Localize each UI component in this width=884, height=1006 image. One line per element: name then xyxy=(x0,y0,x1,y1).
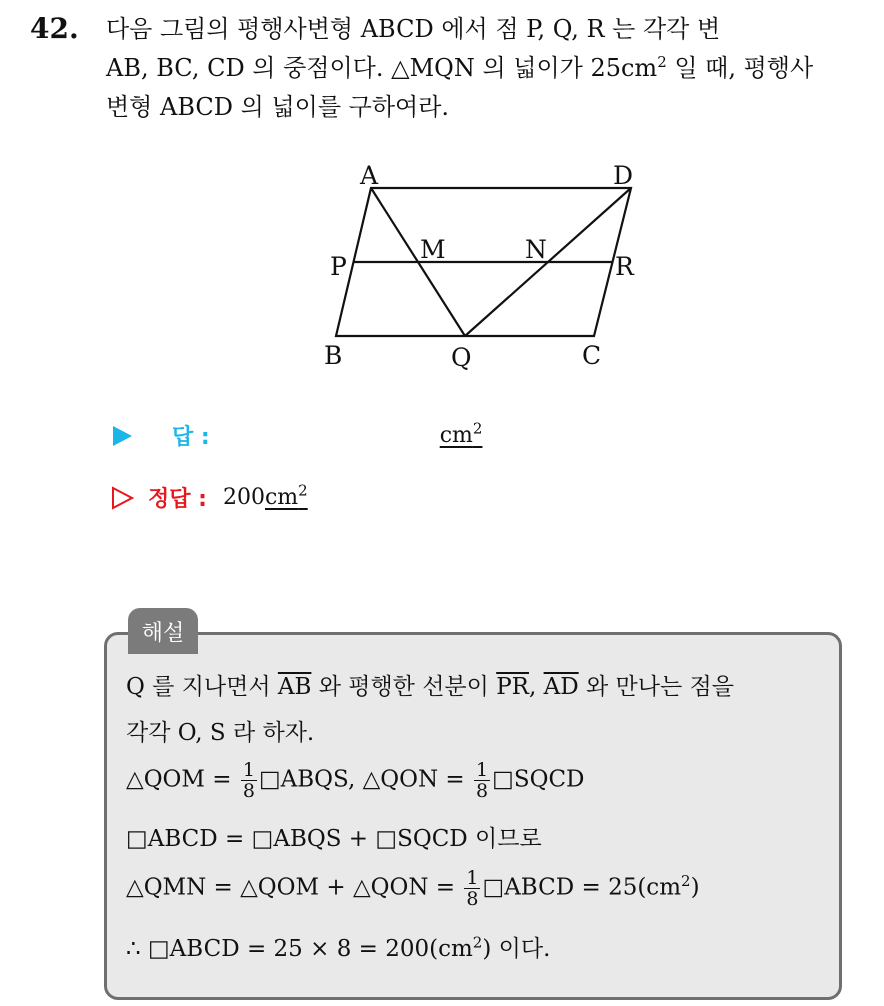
label-n: N xyxy=(525,235,547,264)
answer-row xyxy=(110,420,482,451)
problem-statement xyxy=(30,10,870,127)
label-a: A xyxy=(360,161,379,190)
play-triangle-icon xyxy=(110,424,134,448)
fraction-one-eighth: $\frac{1}{8}$ xyxy=(476,759,489,802)
solution-line-2: 각각 O, S 라 하자. xyxy=(126,720,315,746)
correct-unit: $cm^2$ xyxy=(264,481,308,510)
correct-answer-row xyxy=(110,482,308,513)
label-c: C xyxy=(582,341,602,370)
answer-label: 답 : xyxy=(172,425,210,450)
question-line-1: 다음 그림의 평행사변형 ABCD 에서 점 P, Q, R 는 각각 변 xyxy=(106,15,721,43)
solution-line-3: △QOM = $\frac{1}{8}$ □ABQS, △QON = $\frac{1}{8}$ □SQCD xyxy=(126,759,585,802)
question-line-3: 변형 ABCD 의 넓이를 구하여라. xyxy=(106,93,450,121)
label-p: P xyxy=(330,252,347,281)
parallelogram-diagram xyxy=(320,158,650,378)
label-q: Q xyxy=(451,343,472,372)
solution-line-4: □ABCD = □ABQS + □SQCD 이므로 xyxy=(126,826,542,852)
answer-blank[interactable]: $cm^2$ xyxy=(439,419,483,448)
solution-line-6: ∴ □ABCD = $25 \times 8 = 200(cm^2)$ 이다. xyxy=(126,933,551,962)
label-r: R xyxy=(615,252,634,281)
label-b: B xyxy=(324,341,343,370)
question-text xyxy=(106,10,870,127)
label-m: M xyxy=(420,235,446,264)
correct-value: 200 xyxy=(222,485,265,510)
parallelogram-figure xyxy=(320,158,650,378)
label-d: D xyxy=(613,161,634,190)
outline-triangle-icon xyxy=(110,486,134,510)
solution-line-1: Q 를 지나면서 $\overline{AB}$ 와 평행한 선분이 $\overline{PR}$, $\overline{AD}$ 와 만나는 점을 xyxy=(126,674,734,700)
question-number: 42. xyxy=(30,12,79,45)
solution-line-5: △QMN = △QOM + △QON = $\frac{1}{8}$ □ABCD = $25(cm^2)$ xyxy=(126,867,700,910)
correct-label: 정답 : xyxy=(148,487,207,512)
question-line-2: AB, BC, CD 의 중점이다. △MQN 의 넓이가 $25cm^2$ 일 때, 평행사 xyxy=(106,53,814,82)
fraction-one-eighth: $\frac{1}{8}$ xyxy=(466,867,479,910)
solution-tab: 해설 xyxy=(128,608,198,654)
fraction-one-eighth: $\frac{1}{8}$ xyxy=(242,759,255,802)
